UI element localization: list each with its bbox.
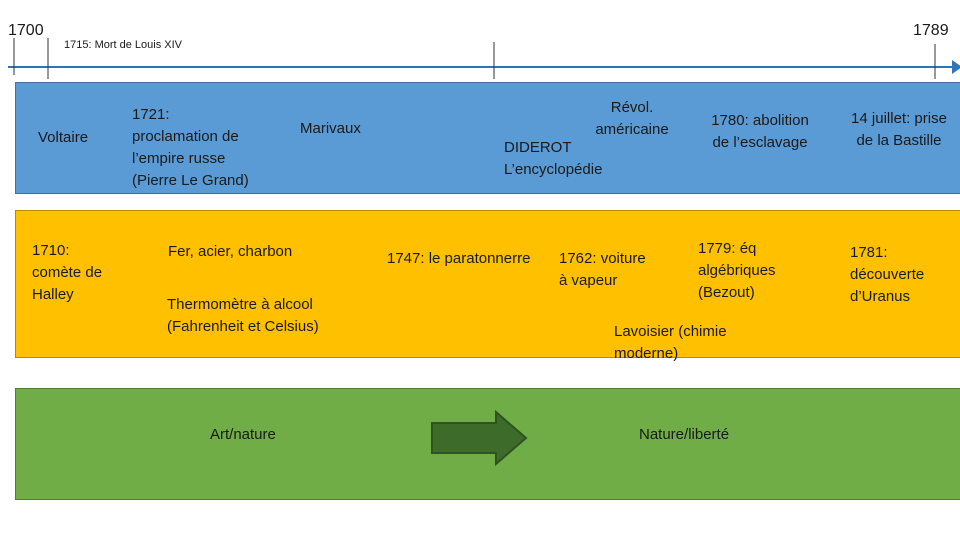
art-nature-label: Art/nature xyxy=(210,426,276,443)
start-year-label: 1700 xyxy=(8,22,44,39)
marivaux-label: Marivaux xyxy=(300,120,361,137)
lavoisier-event: Lavoisier (chimie moderne) xyxy=(614,323,727,362)
timeline-arrowhead-icon xyxy=(952,60,960,74)
paratonnerre-event: 1747: le paratonnerre xyxy=(387,250,531,267)
uranus-event: 1781: découverte d’Uranus xyxy=(850,244,925,305)
voiture-event: 1762: voiture à vapeur xyxy=(559,250,646,289)
abolition-event: 1780: abolition de l’esclavage xyxy=(711,112,809,151)
louis-xiv-event: 1715: Mort de Louis XIV xyxy=(64,39,183,51)
thermometre-event: Thermomètre à alcool (Fahrenheit et Celsius) xyxy=(167,296,319,335)
revolution-event: Révol. américaine xyxy=(595,99,669,138)
nature-liberte-label: Nature/liberté xyxy=(639,426,730,443)
fer-label: Fer, acier, charbon xyxy=(168,243,293,260)
bastille-event: 14 juillet: prise de la Bastille xyxy=(851,110,947,149)
right-arrow-icon xyxy=(430,410,528,466)
voltaire-label: Voltaire xyxy=(38,129,89,146)
diderot-event: DIDEROT L’encyclopédie xyxy=(504,139,603,178)
equations-event: 1779: éq algébriques (Bezout) xyxy=(698,240,776,301)
yellow-band xyxy=(15,210,960,358)
end-year-label: 1789 xyxy=(913,22,949,39)
halley-event: 1710: comète de Halley xyxy=(32,242,103,303)
russia-event: 1721: proclamation de l’empire russe (Pierre Le Grand) xyxy=(132,106,249,189)
